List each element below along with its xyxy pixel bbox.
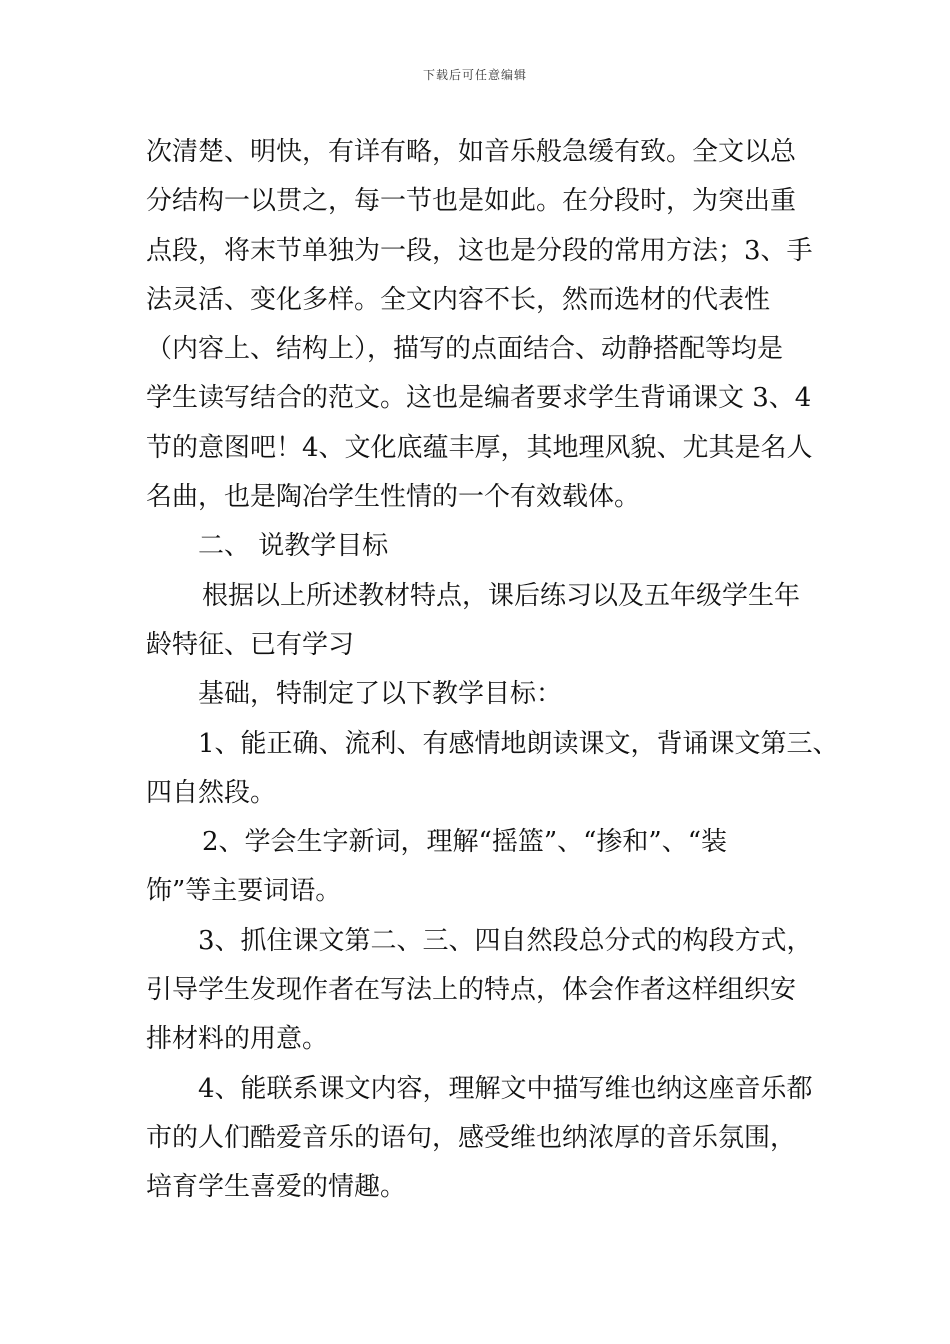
- text-line: 龄特征、已有学习: [146, 629, 355, 660]
- list-item: 2、学会生字新词，理解“摇篮”、“掺和”、“装: [202, 827, 728, 858]
- text-line: 根据以上所述教材特点，课后练习以及五年级学生年: [202, 580, 801, 611]
- text-line: （内容上、结构上），描写的点面结合、动静搭配等均是: [146, 334, 784, 365]
- document-body: [146, 128, 839, 1213]
- text-line: 基础，特制定了以下教学目标：: [198, 679, 563, 710]
- section-heading: 二、 说教学目标: [198, 531, 389, 562]
- text-line: 学生读写结合的范文。这也是编者要求学生背诵课文 3、4: [146, 383, 812, 414]
- text-line: 市的人们酷爱音乐的语句，感受维也纳浓厚的音乐氛围，: [146, 1122, 797, 1153]
- page-header: 下载后可任意编辑: [422, 68, 527, 82]
- text-line: 饰”等主要词语。: [146, 876, 342, 907]
- list-item: 3、抓住课文第二、三、四自然段总分式的构段方式，: [198, 925, 813, 956]
- list-item: 4、能联系课文内容，理解文中描写维也纳这座音乐都: [198, 1073, 813, 1104]
- text-line: 引导学生发现作者在写法上的特点，体会作者这样组织安: [146, 975, 797, 1006]
- text-line: 次清楚、明快，有详有略，如音乐般急缓有致。全文以总: [146, 137, 797, 167]
- text-line: 法灵活、变化多样。全文内容不长，然而选材的代表性: [146, 284, 771, 315]
- text-line: 名曲，也是陶冶学生性情的一个有效载体。: [146, 482, 641, 513]
- text-line: 排材料的用意。: [146, 1024, 329, 1055]
- text-line: 培育学生喜爱的情趣。: [146, 1172, 407, 1203]
- text-line: 点段，将末节单独为一段，这也是分段的常用方法；3、手: [146, 235, 813, 266]
- list-item: 1、能正确、流利、有感情地朗读课文，背诵课文第三、: [198, 728, 839, 759]
- text-line: 四自然段。: [146, 777, 277, 808]
- text-line: 节的意图吧！4、文化底蕴丰厚，其地理风貌、尤其是名人: [146, 432, 813, 463]
- text-line: 分结构一以贯之，每一节也是如此。在分段时，为突出重: [146, 186, 797, 217]
